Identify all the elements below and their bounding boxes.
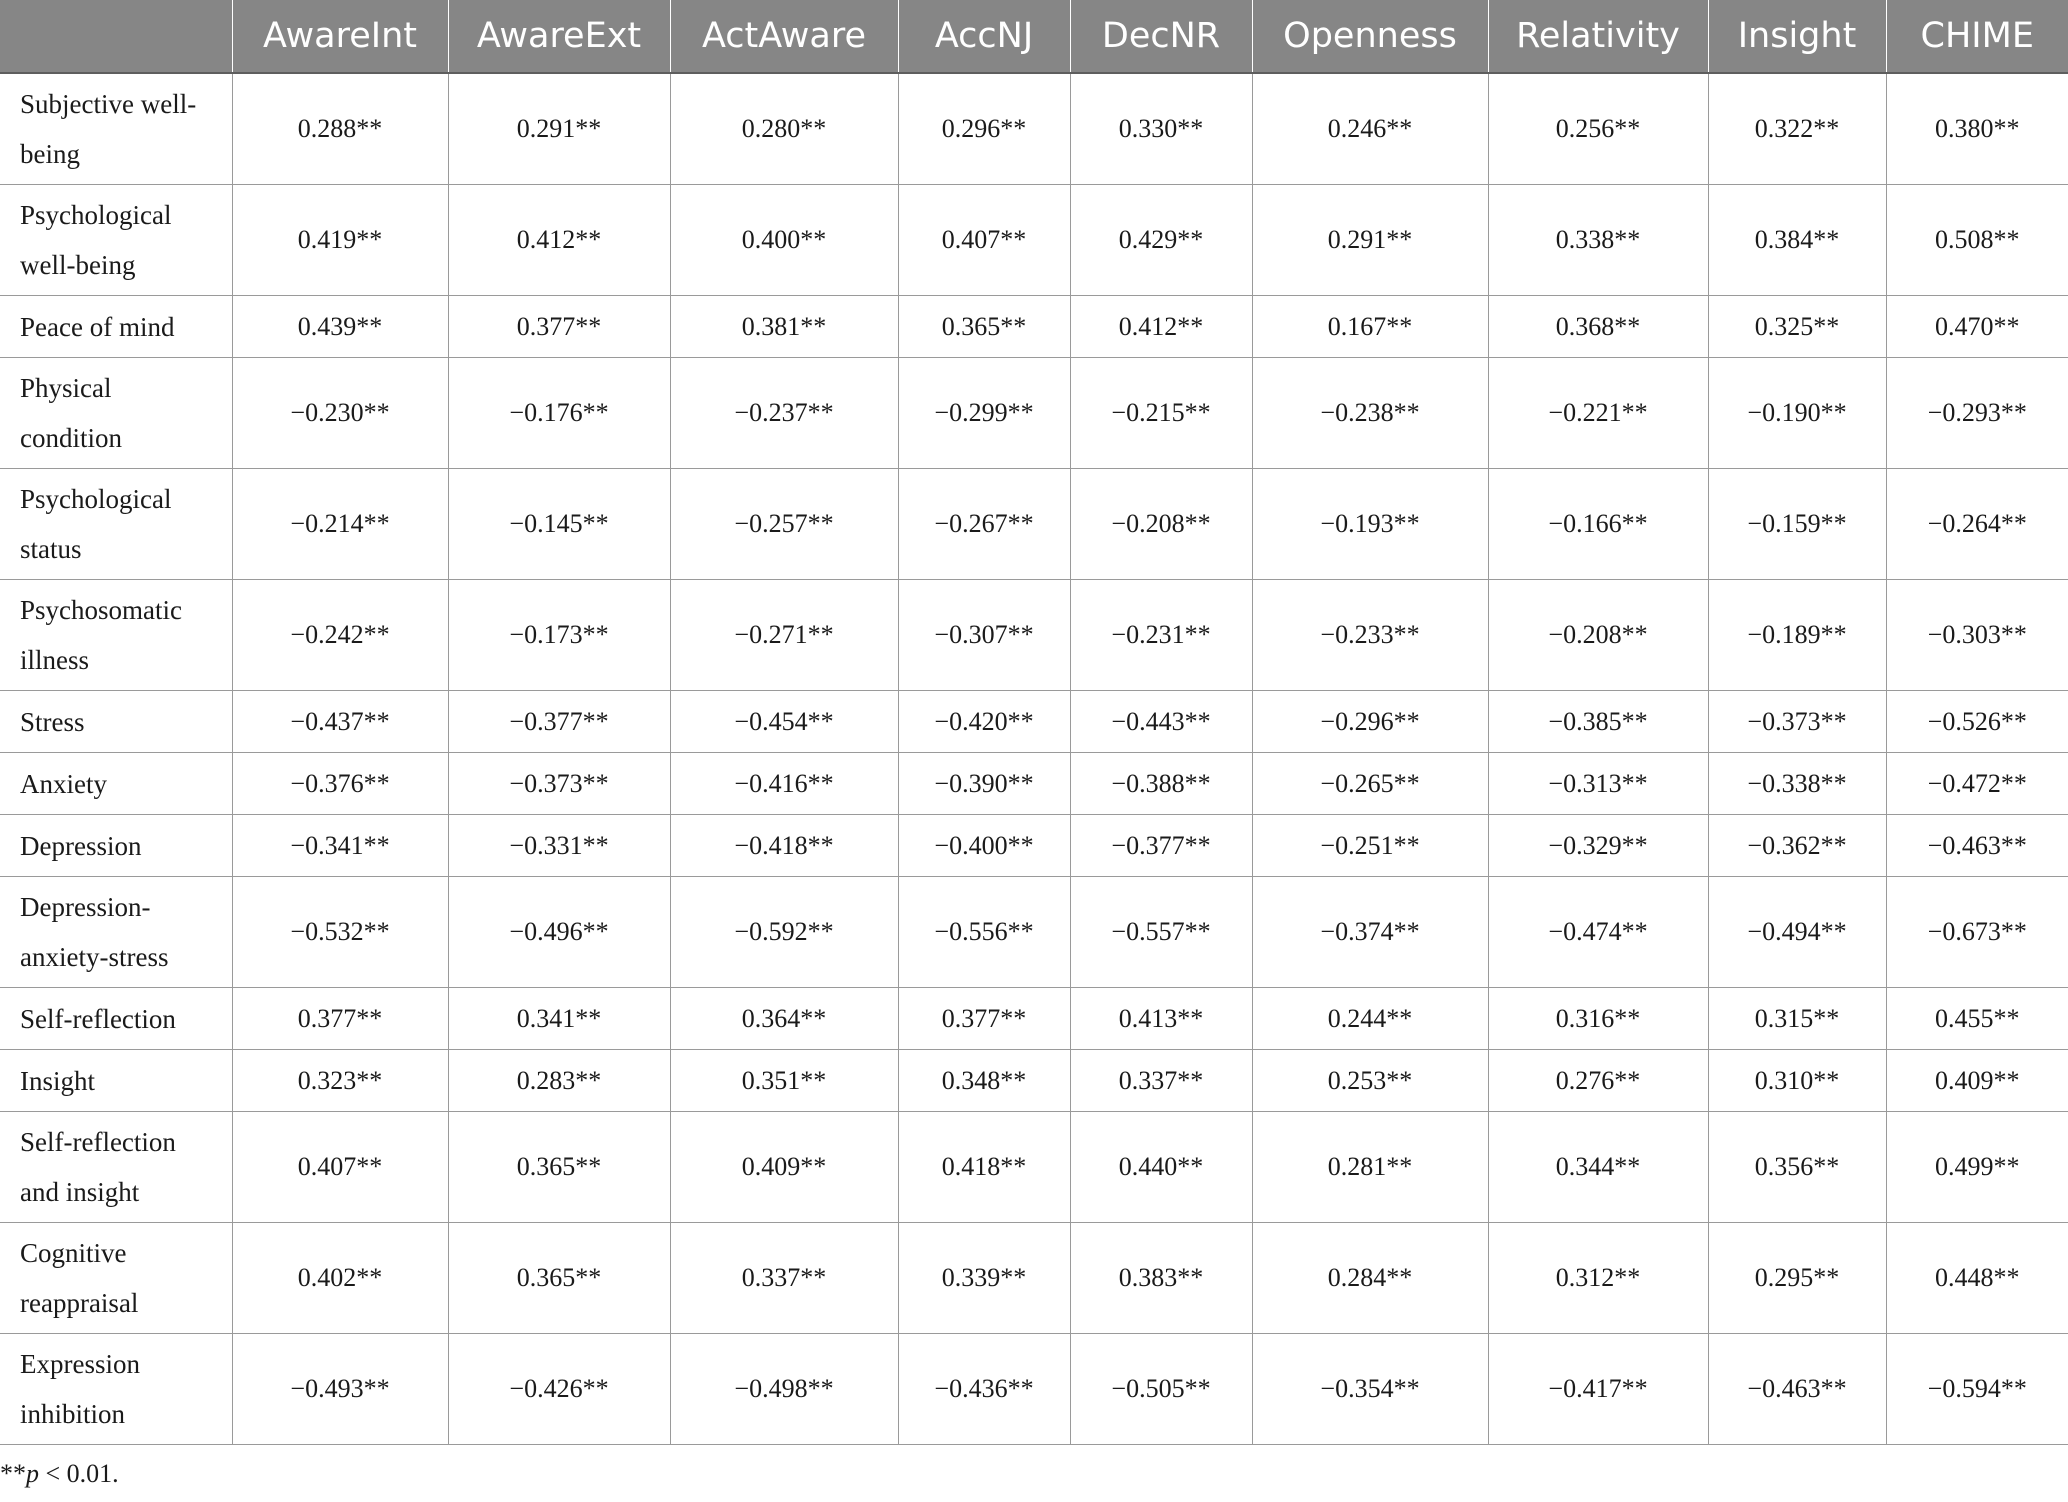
correlation-value: −0.400** xyxy=(898,815,1070,877)
column-header: CHIME xyxy=(1886,0,2068,73)
correlation-value: 0.310** xyxy=(1708,1050,1886,1112)
column-header: AwareExt xyxy=(448,0,670,73)
table-row xyxy=(0,877,2068,988)
row-label: Stress xyxy=(0,691,232,753)
correlation-value: −0.215** xyxy=(1070,358,1252,469)
table-row xyxy=(0,1223,2068,1334)
correlation-value: −0.494** xyxy=(1708,877,1886,988)
correlation-value: 0.429** xyxy=(1070,185,1252,296)
correlation-value: 0.413** xyxy=(1070,988,1252,1050)
table-row xyxy=(0,73,2068,185)
row-label: Psychosomatic illness xyxy=(0,580,232,691)
correlation-value: −0.299** xyxy=(898,358,1070,469)
column-header: AccNJ xyxy=(898,0,1070,73)
correlation-value: −0.331** xyxy=(448,815,670,877)
table-row xyxy=(0,1334,2068,1445)
correlation-value: −0.341** xyxy=(232,815,448,877)
correlation-value: −0.437** xyxy=(232,691,448,753)
correlation-value: −0.426** xyxy=(448,1334,670,1445)
column-header: Insight xyxy=(1708,0,1886,73)
correlation-value: −0.242** xyxy=(232,580,448,691)
row-label: Self-reflection xyxy=(0,988,232,1050)
correlation-value: 0.312** xyxy=(1488,1223,1708,1334)
correlation-value: 0.365** xyxy=(898,296,1070,358)
correlation-value: 0.322** xyxy=(1708,73,1886,185)
correlation-value: 0.167** xyxy=(1252,296,1488,358)
correlation-value: 0.377** xyxy=(898,988,1070,1050)
correlation-value: −0.592** xyxy=(670,877,898,988)
correlation-value: −0.390** xyxy=(898,753,1070,815)
correlation-value: 0.419** xyxy=(232,185,448,296)
correlation-value: −0.293** xyxy=(1886,358,2068,469)
correlation-value: −0.173** xyxy=(448,580,670,691)
correlation-value: 0.380** xyxy=(1886,73,2068,185)
correlation-value: −0.472** xyxy=(1886,753,2068,815)
row-label: Physical condition xyxy=(0,358,232,469)
correlation-value: −0.221** xyxy=(1488,358,1708,469)
correlation-value: 0.284** xyxy=(1252,1223,1488,1334)
correlation-value: −0.193** xyxy=(1252,469,1488,580)
row-label: Expression inhibition xyxy=(0,1334,232,1445)
correlation-value: −0.329** xyxy=(1488,815,1708,877)
correlation-value: −0.373** xyxy=(448,753,670,815)
correlation-value: −0.385** xyxy=(1488,691,1708,753)
correlation-value: 0.368** xyxy=(1488,296,1708,358)
correlation-value: 0.440** xyxy=(1070,1112,1252,1223)
correlation-value: 0.412** xyxy=(1070,296,1252,358)
correlation-value: 0.296** xyxy=(898,73,1070,185)
correlation-value: −0.145** xyxy=(448,469,670,580)
correlation-value: 0.377** xyxy=(232,988,448,1050)
row-label: Depression-anxiety-stress xyxy=(0,877,232,988)
row-label: Psychological well-being xyxy=(0,185,232,296)
correlation-value: −0.251** xyxy=(1252,815,1488,877)
row-label: Depression xyxy=(0,815,232,877)
correlation-value: 0.341** xyxy=(448,988,670,1050)
column-header: DecNR xyxy=(1070,0,1252,73)
table-row xyxy=(0,988,2068,1050)
correlation-value: −0.420** xyxy=(898,691,1070,753)
correlation-value: −0.214** xyxy=(232,469,448,580)
correlation-value: 0.316** xyxy=(1488,988,1708,1050)
column-header: AwareInt xyxy=(232,0,448,73)
correlation-value: 0.377** xyxy=(448,296,670,358)
table-row xyxy=(0,185,2068,296)
correlation-value: 0.339** xyxy=(898,1223,1070,1334)
correlation-value: −0.303** xyxy=(1886,580,2068,691)
correlation-value: 0.288** xyxy=(232,73,448,185)
correlation-value: −0.159** xyxy=(1708,469,1886,580)
correlation-value: −0.493** xyxy=(232,1334,448,1445)
table-row xyxy=(0,753,2068,815)
correlation-value: 0.409** xyxy=(1886,1050,2068,1112)
correlation-value: −0.264** xyxy=(1886,469,2068,580)
table-footnote xyxy=(0,1459,119,1489)
correlation-value: 0.295** xyxy=(1708,1223,1886,1334)
row-label: Anxiety xyxy=(0,753,232,815)
correlation-value: −0.166** xyxy=(1488,469,1708,580)
header-row xyxy=(0,0,2068,73)
table-row xyxy=(0,469,2068,580)
row-label: Insight xyxy=(0,1050,232,1112)
correlation-value: 0.291** xyxy=(1252,185,1488,296)
table-row xyxy=(0,1112,2068,1223)
correlation-value: −0.454** xyxy=(670,691,898,753)
correlation-value: 0.407** xyxy=(232,1112,448,1223)
row-label: Psychological status xyxy=(0,469,232,580)
table-row xyxy=(0,691,2068,753)
correlation-value: −0.230** xyxy=(232,358,448,469)
correlation-value: −0.376** xyxy=(232,753,448,815)
correlation-value: −0.237** xyxy=(670,358,898,469)
correlation-value: 0.344** xyxy=(1488,1112,1708,1223)
correlation-value: −0.377** xyxy=(448,691,670,753)
correlation-value: 0.383** xyxy=(1070,1223,1252,1334)
correlation-value: −0.673** xyxy=(1886,877,2068,988)
table-row xyxy=(0,580,2068,691)
correlation-value: 0.364** xyxy=(670,988,898,1050)
correlation-value: 0.348** xyxy=(898,1050,1070,1112)
correlation-value: −0.208** xyxy=(1070,469,1252,580)
correlation-value: 0.283** xyxy=(448,1050,670,1112)
correlation-value: −0.463** xyxy=(1708,1334,1886,1445)
correlation-value: 0.356** xyxy=(1708,1112,1886,1223)
correlation-value: 0.455** xyxy=(1886,988,2068,1050)
correlation-value: −0.231** xyxy=(1070,580,1252,691)
correlation-value: 0.381** xyxy=(670,296,898,358)
correlation-value: −0.208** xyxy=(1488,580,1708,691)
correlation-value: 0.291** xyxy=(448,73,670,185)
correlation-value: −0.176** xyxy=(448,358,670,469)
correlation-value: −0.496** xyxy=(448,877,670,988)
row-label: Peace of mind xyxy=(0,296,232,358)
correlation-value: 0.508** xyxy=(1886,185,2068,296)
correlation-value: 0.337** xyxy=(670,1223,898,1334)
correlation-value: −0.377** xyxy=(1070,815,1252,877)
correlation-value: 0.384** xyxy=(1708,185,1886,296)
correlation-value: −0.556** xyxy=(898,877,1070,988)
correlation-value: −0.313** xyxy=(1488,753,1708,815)
correlation-value: −0.443** xyxy=(1070,691,1252,753)
correlation-value: 0.409** xyxy=(670,1112,898,1223)
correlation-value: 0.253** xyxy=(1252,1050,1488,1112)
correlation-value: −0.338** xyxy=(1708,753,1886,815)
correlation-value: −0.532** xyxy=(232,877,448,988)
correlation-value: −0.505** xyxy=(1070,1334,1252,1445)
correlation-value: 0.418** xyxy=(898,1112,1070,1223)
correlation-value: 0.246** xyxy=(1252,73,1488,185)
footnote-text: < 0.01. xyxy=(39,1459,119,1488)
correlation-value: −0.416** xyxy=(670,753,898,815)
row-label: Subjective well-being xyxy=(0,73,232,185)
row-label: Cognitive reappraisal xyxy=(0,1223,232,1334)
row-label: Self-reflection and insight xyxy=(0,1112,232,1223)
correlation-value: −0.373** xyxy=(1708,691,1886,753)
correlation-value: −0.418** xyxy=(670,815,898,877)
column-header: Openness xyxy=(1252,0,1488,73)
correlation-value: 0.323** xyxy=(232,1050,448,1112)
correlation-value: −0.257** xyxy=(670,469,898,580)
footnote-stars: ** xyxy=(0,1459,26,1488)
correlation-value: −0.374** xyxy=(1252,877,1488,988)
correlation-value: 0.325** xyxy=(1708,296,1886,358)
correlation-value: 0.448** xyxy=(1886,1223,2068,1334)
correlation-value: 0.470** xyxy=(1886,296,2068,358)
correlation-value: 0.365** xyxy=(448,1223,670,1334)
correlation-value: 0.407** xyxy=(898,185,1070,296)
column-header: ActAware xyxy=(670,0,898,73)
column-header: Relativity xyxy=(1488,0,1708,73)
correlation-value: −0.463** xyxy=(1886,815,2068,877)
correlation-value: 0.276** xyxy=(1488,1050,1708,1112)
table-row xyxy=(0,815,2068,877)
correlation-value: −0.296** xyxy=(1252,691,1488,753)
table-row xyxy=(0,358,2068,469)
correlation-value: −0.498** xyxy=(670,1334,898,1445)
correlation-value: 0.402** xyxy=(232,1223,448,1334)
correlation-value: −0.265** xyxy=(1252,753,1488,815)
correlation-value: −0.417** xyxy=(1488,1334,1708,1445)
correlation-value: −0.189** xyxy=(1708,580,1886,691)
correlation-value: 0.256** xyxy=(1488,73,1708,185)
correlation-value: −0.190** xyxy=(1708,358,1886,469)
correlation-value: 0.499** xyxy=(1886,1112,2068,1223)
correlation-value: −0.267** xyxy=(898,469,1070,580)
correlation-value: 0.412** xyxy=(448,185,670,296)
correlation-value: −0.362** xyxy=(1708,815,1886,877)
correlation-value: 0.400** xyxy=(670,185,898,296)
table-row xyxy=(0,296,2068,358)
correlation-value: 0.280** xyxy=(670,73,898,185)
header-cell-blank xyxy=(0,0,232,73)
footnote-p: p xyxy=(26,1459,39,1488)
correlation-value: 0.330** xyxy=(1070,73,1252,185)
correlation-value: −0.474** xyxy=(1488,877,1708,988)
correlation-value: 0.337** xyxy=(1070,1050,1252,1112)
correlation-value: −0.436** xyxy=(898,1334,1070,1445)
correlation-value: −0.233** xyxy=(1252,580,1488,691)
correlation-value: −0.594** xyxy=(1886,1334,2068,1445)
correlation-value: −0.557** xyxy=(1070,877,1252,988)
correlation-value: 0.439** xyxy=(232,296,448,358)
correlation-value: −0.307** xyxy=(898,580,1070,691)
correlation-value: 0.315** xyxy=(1708,988,1886,1050)
correlation-value: 0.338** xyxy=(1488,185,1708,296)
table-row xyxy=(0,1050,2068,1112)
correlation-value: 0.281** xyxy=(1252,1112,1488,1223)
correlation-value: −0.388** xyxy=(1070,753,1252,815)
correlation-value: −0.271** xyxy=(670,580,898,691)
correlation-value: −0.526** xyxy=(1886,691,2068,753)
correlation-value: 0.244** xyxy=(1252,988,1488,1050)
correlation-value: −0.238** xyxy=(1252,358,1488,469)
correlation-value: −0.354** xyxy=(1252,1334,1488,1445)
correlation-value: 0.351** xyxy=(670,1050,898,1112)
correlation-value: 0.365** xyxy=(448,1112,670,1223)
